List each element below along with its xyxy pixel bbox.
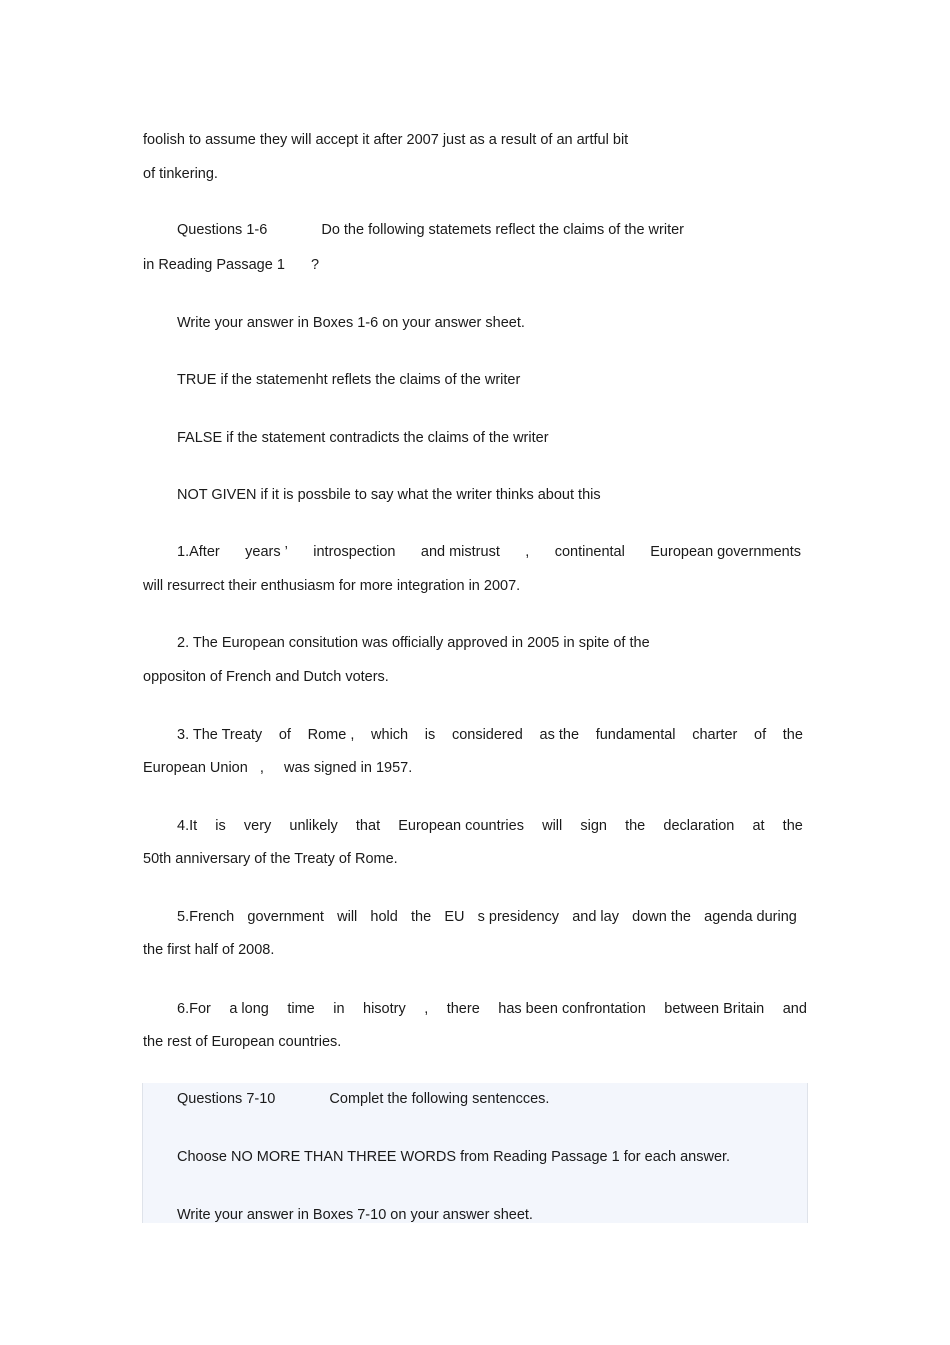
q4-word: that: [355, 818, 381, 834]
question-6-line-2: the rest of European countries.: [143, 1034, 342, 1050]
q5-word: agenda during: [704, 909, 797, 925]
q3-word: of: [754, 727, 767, 743]
q3-word: the: [782, 727, 803, 743]
question-5-line-1: [177, 908, 797, 926]
section2-write-instruction: Write your answer in Boxes 7-10 on your answer sheet.: [177, 1207, 533, 1223]
q1-word: years ’: [245, 544, 288, 560]
section2-heading: [177, 1090, 549, 1108]
q3-word: 3. The Treaty: [177, 727, 263, 743]
q5-word: EU: [444, 909, 465, 925]
true-definition: TRUE if the statemenht reflets the claims of the writer: [177, 372, 521, 388]
question-1-line-1: [177, 543, 801, 561]
section2-label: Questions 7-10: [177, 1091, 276, 1107]
q4-word: will: [542, 818, 563, 834]
q1-word: 1.After: [177, 544, 220, 560]
q3-word: fundamental: [595, 727, 676, 743]
q4-word: the: [625, 818, 646, 834]
q4-word: 4.It: [177, 818, 198, 834]
q5-word: and lay: [572, 909, 619, 925]
question-4-line-1: [177, 817, 803, 835]
q6-word: has been confrontation: [498, 1001, 646, 1017]
q3-word: considered: [451, 727, 523, 743]
q6-word: hisotry: [363, 1001, 406, 1017]
q3-word: Rome ,: [307, 727, 355, 743]
section1-instruction-cont: [143, 256, 319, 274]
question-3-line-1: [177, 726, 803, 744]
q6-word: ,: [424, 1001, 429, 1017]
question-5-line-2: the first half of 2008.: [143, 942, 275, 958]
q6-word: in: [333, 1001, 345, 1017]
q5-word: will: [337, 909, 358, 925]
q4-word: at: [752, 818, 765, 834]
q1-word: and mistrust: [420, 544, 500, 560]
question-2-line-2: oppositon of French and Dutch voters.: [143, 669, 389, 685]
q6-word: and: [782, 1001, 807, 1017]
q3-word: is: [424, 727, 436, 743]
q3-word: as the: [539, 727, 580, 743]
section1-passage-ref: in Reading Passage 1: [143, 257, 285, 273]
q5-word: government: [247, 909, 324, 925]
q4-word: unlikely: [289, 818, 338, 834]
intro-line-1: foolish to assume they will accept it after 2007 just as a result of an artful bit: [143, 132, 629, 148]
q5-word: the: [411, 909, 432, 925]
section1-qmark: ?: [310, 257, 320, 273]
q6-word: 6.For: [177, 1001, 211, 1017]
false-definition: FALSE if the statement contradicts the claims of the writer: [177, 430, 549, 446]
q4-word: European countries: [398, 818, 524, 834]
section1-label: Questions 1-6: [177, 222, 268, 238]
intro-line-2: of tinkering.: [143, 166, 218, 182]
q1-word: European governments: [650, 544, 801, 560]
q4-word: is: [215, 818, 226, 834]
question-1-line-2: will resurrect their enthusiasm for more integration in 2007.: [143, 578, 521, 594]
q5-word: s presidency: [477, 909, 560, 925]
question-6-line-1: [177, 1000, 807, 1018]
q3-word: of: [278, 727, 291, 743]
q4-word: sign: [580, 818, 607, 834]
q1-word: ,: [525, 544, 530, 560]
q1-word: continental: [554, 544, 625, 560]
q5-word: down the: [632, 909, 691, 925]
section1-write-instruction: Write your answer in Boxes 1-6 on your answer sheet.: [177, 315, 525, 331]
section2-instruction: Complet the following sentencces.: [329, 1091, 550, 1107]
question-3-line-2: European Union , was signed in 1957.: [143, 760, 413, 776]
q6-word: between Britain: [664, 1001, 765, 1017]
q4-word: declaration: [663, 818, 735, 834]
q4-word: the: [782, 818, 803, 834]
q6-word: there: [446, 1001, 480, 1017]
not-given-definition: NOT GIVEN if it is possbile to say what the writer thinks about this: [177, 487, 601, 503]
q3-word: which: [371, 727, 409, 743]
q3-word: charter: [692, 727, 738, 743]
q6-word: time: [287, 1001, 315, 1017]
question-4-line-2: 50th anniversary of the Treaty of Rome.: [143, 851, 398, 867]
q4-word: very: [243, 818, 272, 834]
q5-word: 5.French: [177, 909, 235, 925]
q5-word: hold: [370, 909, 398, 925]
section2-choose-instruction: Choose NO MORE THAN THREE WORDS from Reading Passage 1 for each answer.: [177, 1149, 731, 1165]
section1-heading: [177, 221, 684, 239]
q1-word: introspection: [313, 544, 396, 560]
question-2-line-1: 2. The European consitution was officially approved in 2005 in spite of the: [177, 635, 650, 651]
section1-instruction: Do the following statemets reflect the claims of the writer: [321, 222, 684, 238]
q6-word: a long: [229, 1001, 269, 1017]
